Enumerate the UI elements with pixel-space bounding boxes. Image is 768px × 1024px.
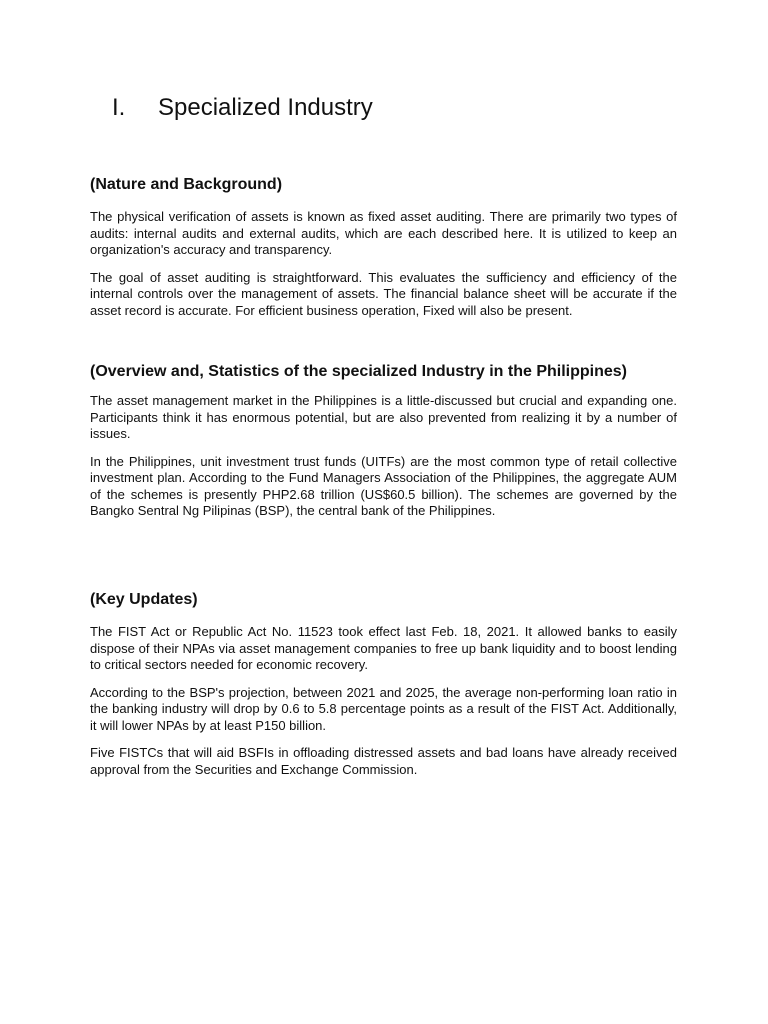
overview-statistics-section [90,362,677,520]
nature-paragraph-1: The physical verification of assets is known as fixed asset auditing. There are primarily two types of audits: internal audits and external audits, which are each described here. It is utilized to keep an organization's accuracy and transparency. [90,209,677,257]
overview-statistics-heading: (Overview and, Statistics of the specialized Industry in the Philippines) [90,363,628,380]
section-number: I. [112,94,126,121]
updates-paragraph-1: The FIST Act or Republic Act No. 11523 took effect last Feb. 18, 2021. It allowed banks to easily dispose of their NPAs via asset management companies to free up bank liquidity and to boost lending to critical sectors needed for economic recovery. [90,624,677,672]
key-updates-section [90,590,677,778]
section-title: Specialized Industry [158,94,373,121]
nature-background-heading: (Nature and Background) [90,176,283,193]
overview-paragraph-1: The asset management market in the Philippines is a little-discussed but crucial and expanding one. Participants think it has enormous potential, but are also prevented from realizing it by a number of issues. [90,393,677,441]
nature-background-section [90,175,677,319]
key-updates-heading: (Key Updates) [90,591,198,608]
updates-paragraph-2: According to the BSP's projection, between 2021 and 2025, the average non-performing loan ratio in the banking industry will drop by 0.6 to 5.8 percentage points as a result of the FIST Act. Additionally, it will lower NPAs by at least P150 billion. [90,684,677,733]
section-heading [112,92,373,124]
overview-paragraph-2: In the Philippines, unit investment trust funds (UITFs) are the most common type of retail collective investment plan. According to the Fund Managers Association of the Philippines, the aggregate AUM of the schemes is presently PHP2.68 trillion (US$60.5 billion). The schemes are governed by the Bangko Sentral Ng Pilipinas (BSP), the central bank of the Philippines. [90,453,677,518]
nature-paragraph-2: The goal of asset auditing is straightforward. This evaluates the sufficiency and efficiency of the internal controls over the management of assets. The financial balance sheet will be accurate if the asset record is accurate. For efficient business operation, Fixed will also be present. [90,269,677,318]
updates-paragraph-3: Five FISTCs that will aid BSFIs in offloading distressed assets and bad loans have already received approval from the Securities and Exchange Commission. [90,745,677,777]
